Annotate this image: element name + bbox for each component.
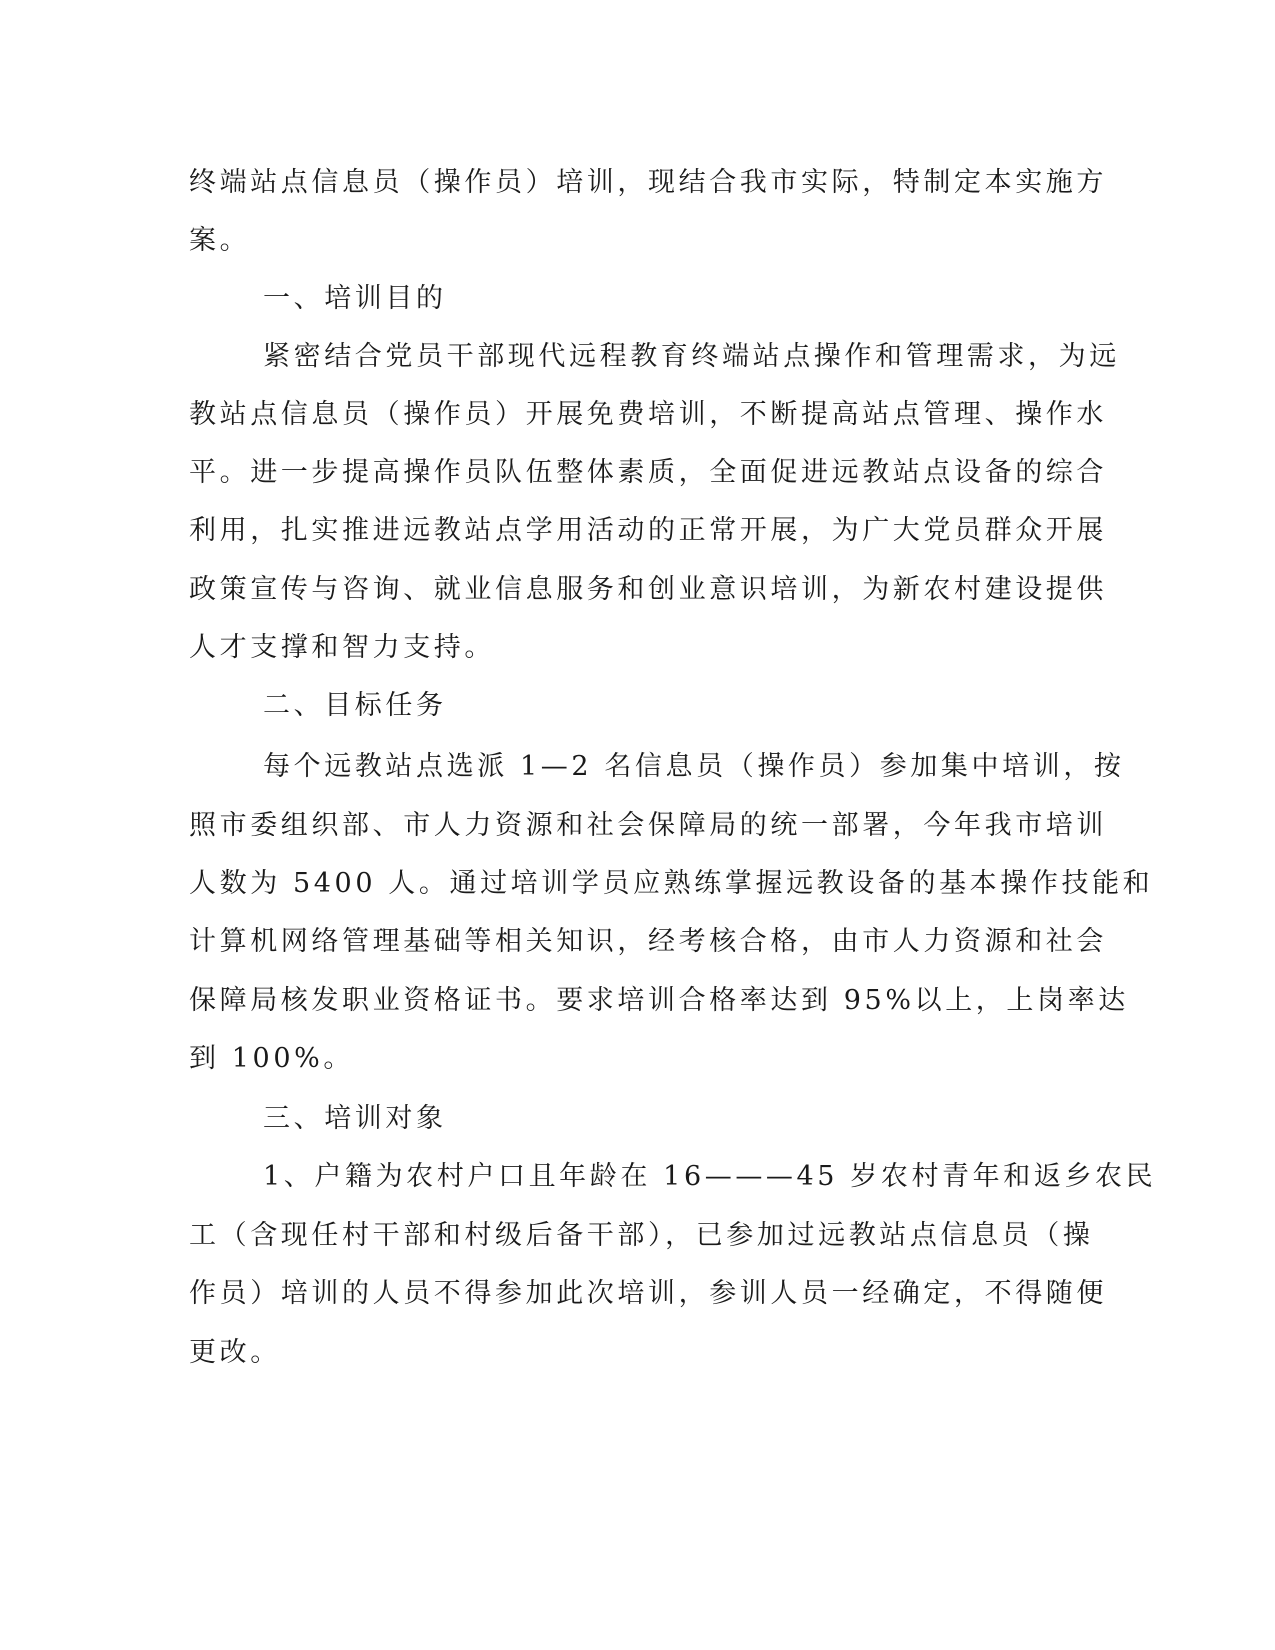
- text-line: 紧密结合党员干部现代远程教育终端站点操作和管理需求，为远: [263, 341, 1120, 372]
- text-line: 政策宣传与咨询、就业信息服务和创业意识培训，为新农村建设提供: [189, 574, 1107, 605]
- text-line: 人才支撑和智力支持。: [189, 632, 495, 663]
- text-line: 计算机网络管理基础等相关知识，经考核合格，由市人力资源和社会: [189, 926, 1107, 957]
- section-heading: 三、培训对象: [263, 1103, 447, 1134]
- text-line: 案。: [189, 225, 251, 256]
- text-line: 照市委组织部、市人力资源和社会保障局的统一部署，今年我市培训: [189, 810, 1107, 841]
- text-line: 利用，扎实推进远教站点学用活动的正常开展，为广大党员群众开展: [189, 515, 1107, 546]
- text-line: 保障局核发职业资格证书。要求培训合格率达到 95%以上，上岗率达: [189, 985, 1129, 1016]
- text-line: 人数为 5400 人。通过培训学员应熟练掌握远教设备的基本操作技能和: [189, 868, 1154, 899]
- section-heading: 二、目标任务: [263, 690, 447, 721]
- text-line: 终端站点信息员（操作员）培训，现结合我市实际，特制定本实施方: [189, 167, 1107, 198]
- text-line: 工（含现任村干部和村级后备干部），已参加过远教站点信息员（操: [189, 1220, 1094, 1251]
- section-heading: 一、培训目的: [263, 283, 447, 314]
- text-line: 教站点信息员（操作员）开展免费培训，不断提高站点管理、操作水: [189, 399, 1107, 430]
- text-line: 平。进一步提高操作员队伍整体素质，全面促进远教站点设备的综合: [189, 457, 1107, 488]
- text-line: 1、户籍为农村户口且年龄在 16———45 岁农村青年和返乡农民: [263, 1161, 1157, 1192]
- text-line: 到 100%。: [189, 1043, 354, 1074]
- text-line: 更改。: [189, 1337, 281, 1368]
- text-line: 作员）培训的人员不得参加此次培训，参训人员一经确定，不得随便: [189, 1278, 1107, 1309]
- text-line: 每个远教站点选派 1—2 名信息员（操作员）参加集中培训，按: [263, 751, 1125, 782]
